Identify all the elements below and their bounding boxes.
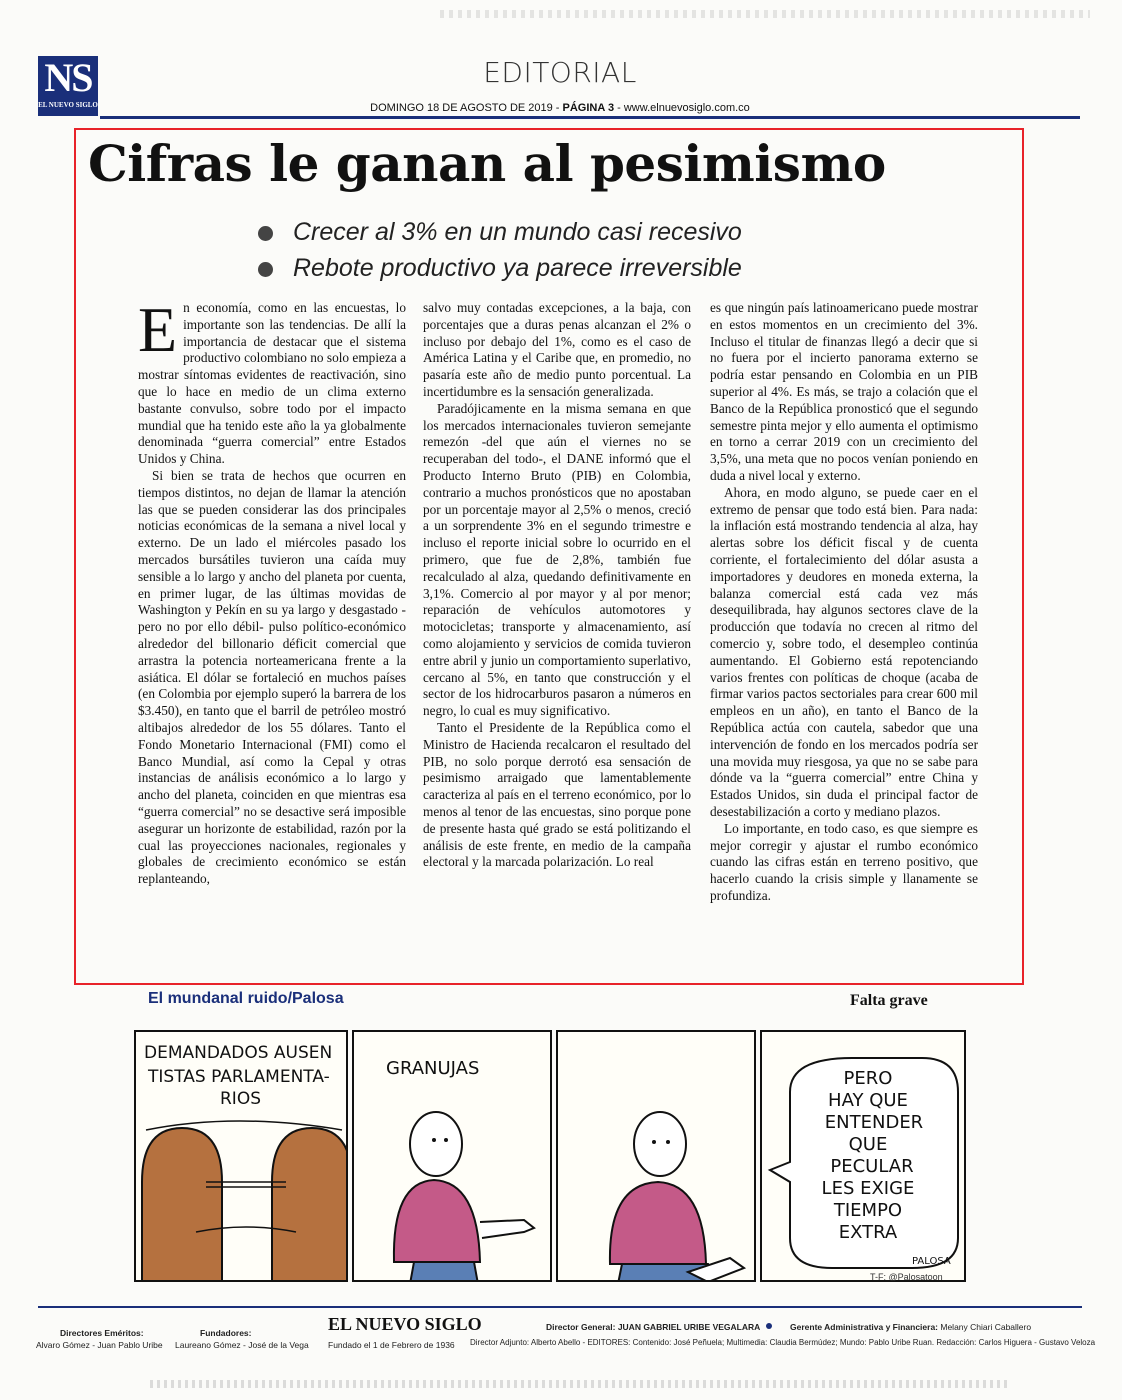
staff-line: Director Adjunto: Alberto Abello - EDITORES: Contenido: José Peñuela; Multimedia: Claudia Bermúdez; Mundo: Pablo Uribe Ruan. Redacción: Carlos Higuera - Gustavo Veloza (470, 1338, 1096, 1347)
article-column-1 (138, 294, 406, 888)
comic-panel-4 (760, 1030, 966, 1282)
character-jacket (610, 1182, 706, 1264)
separator-dot (766, 1323, 772, 1329)
panel-2-drawing (354, 1032, 552, 1282)
editorial-headline: Cifras le ganan al pesimismo (88, 134, 886, 193)
bubble-line: PECULAR (830, 1156, 914, 1177)
cartoon-caption-title: Falta grave (850, 992, 928, 1009)
drop-cap: E (138, 294, 178, 365)
scan-artifact-bottom (150, 1380, 1010, 1388)
bullet-icon (258, 226, 273, 241)
emeritos-label: Directores Eméritos: (60, 1328, 144, 1338)
paragraph: Si bien se trata de hechos que ocurren en tiempos distintos, no dejan de llamar la atención las que se pueden considerar las dos principales noticias económicas de la semana a nivel local y externo. De un lado el miércoles pasado los mercados bursátiles tuvieron una caída muy sensible a lo largo y ancho del planeta por cuenta, en primer lugar, de las últimas movidas de Washington y Pekín en su ya largo y desgastado -pero no por ello débil- pulso político-económico alrededor del billonario déficit comercial que arrastra la potencia norteamericana frente a la asiática. El dólar se fortaleció en muchos países (en Colombia por ejemplo superó la barrera de los $3.450), en tanto que el barril de petróleo mostró altibajos alrededor de los 55 dólares. Tanto el Fondo Monetario Internacional (FMI) como el Banco Mundial, así como la Cepal y otras instancias de análisis económico a lo largo y ancho del planeta, coinciden en que mientras esa “guerra comercial” no se desactive será imposible asegurar un horizonte de estabilidad, razón por la cual las proyecciones nacionales, regionales y globales de crecimiento económico se están replanteando, (138, 467, 406, 887)
subhead-2-text: Rebote productivo ya parece irreversible (293, 254, 742, 282)
bubble-line: HAY QUE (828, 1090, 908, 1111)
logo-letters: NS (44, 55, 92, 100)
subhead-2 (258, 254, 742, 283)
paragraph (138, 294, 406, 468)
panel-4-drawing (762, 1032, 966, 1282)
article-column-3 (710, 300, 978, 905)
dateline-url: - www.elnuevosiglo.com.co (614, 102, 750, 114)
bubble-line: TIEMPO (833, 1200, 903, 1221)
panel-1-line-3: RIOS (220, 1089, 261, 1109)
panel-1-drawing (136, 1032, 348, 1282)
emeritos-names: Alvaro Gómez - Juan Pablo Uribe (36, 1340, 163, 1350)
paragraph: Paradójicamente en la misma semana en que los mercados internacionales tuvieron semejante remezón -del que aún el viernes no se recuperaban del todo-, el DANE informó que el Producto Interno Bruto (PIB) en Colombia, contrario a muchos pronósticos que no apostaban por un porcentaje mayor al 2,5% o menos, creció a un sorprendente 3% en el segundo trimestre e incluso el reporte inicial sobre lo ocurrido en el primero, que fue de 2,8%, también fue recalculado al alza, quedando definitivamente en 3,1%. Comercio al por mayor y al por menor; reparación de vehículos automotores y motocicletas; transporte y almacenamiento, así como alojamiento y servicios de comida tuvieron entre abril y junio un comportamiento superlativo, cercano al 5%, en tanto que construcción y el sector de los hidrocarburos pasaron a números en negro, lo cual es muy significativo. (423, 400, 691, 719)
paragraph: es que ningún país latinoamericano puede mostrar en estos momentos en un crecimiento del 3%. Incluso el titular de finanzas llegó a decir que si no fuera por el incierto panorama externo se podría estar pensando en Colombia en un PIB superior al 4%. Es más, se trajo a colación que el Banco de la República pronosticó que el segundo semestre pinta mejor y ello aumenta el optimismo en torno a cerrar 2019 con un crecimiento del 3,5%, una meta que no pocos venían poniendo en duda a nivel local y externo. (710, 300, 978, 483)
dateline (300, 102, 820, 114)
bubble-line: PERO (843, 1068, 893, 1089)
gerente: Gerente Administrativa y Financiera: Melany Chiari Caballero (790, 1322, 1032, 1332)
masthead: EL NUEVO SIGLO (328, 1314, 482, 1334)
character-head (410, 1112, 462, 1176)
panel-3-drawing (558, 1032, 756, 1282)
bubble-line: ENTENDER (824, 1112, 924, 1133)
article-column-2 (423, 300, 691, 871)
artist-signature: PALOSA (912, 1256, 951, 1267)
character-head (634, 1112, 686, 1176)
cartoon-credit: T-F: @Palosatoon (870, 1272, 943, 1282)
newspaper-logo (38, 56, 98, 116)
cartoon-title: El mundanal ruido/Palosa (148, 990, 344, 1007)
bubble-line: LES EXIGE (821, 1178, 915, 1199)
paragraph: Tanto el Presidente de la República como el Ministro de Hacienda recalcaron el resultado del PIB, no solo porque derrotó esa sensación de pesimismo arraigado que lamentablemente caracteriza al país en el terreno económico, por lo menos al tenor de las encuestas, sino porque pone de presente hasta qué grado se está politizando el análisis de este frente, en medio de la campaña electoral y la marcada polarización. Lo real (423, 719, 691, 870)
subhead-1-text: Crecer al 3% en un mundo casi recesivo (293, 218, 742, 246)
paragraph: salvo muy contadas excepciones, a la baja, con porcentajes que a duras penas alcanzan el 2% o incluso por debajo del 1%, como es el caso de América Latina y el Caribe que, en promedio, no pasaría este año de medio punto porcentual. La incertidumbre es la sensación generalizada. (423, 300, 691, 399)
fundadores-label: Fundadores: (200, 1328, 252, 1338)
character-jacket (394, 1180, 480, 1262)
dateline-page: PÁGINA 3 (562, 102, 615, 114)
seat-back-left (142, 1128, 222, 1282)
panel-1-line-2: TISTAS PARLAMENTA- (148, 1067, 330, 1087)
logo-subtitle: EL NUEVO SIGLO (38, 101, 98, 109)
paragraph-text: n economía, como en las encuestas, lo importante son las tendencias. De allí la importancia de destacar que el sistema productivo colombiano no solo empieza a mostrar síntomas evidentes de reactivación, sino que lo hace en medio de un clima externo bastante convulso, sobre todo por el impacto mundial que ha tenido este año la ya globalmente denominada “guerra comercial” entre Estados Unidos y China. (138, 300, 406, 467)
comic-panel-2 (352, 1030, 552, 1282)
fundadores-names: Laureano Gómez - José de la Vega (175, 1340, 309, 1350)
footer-rule (38, 1306, 1082, 1308)
bullet-icon (258, 262, 273, 277)
section-title: EDITORIAL (483, 56, 637, 89)
header-rule (100, 116, 1080, 119)
comic-panel-1 (134, 1030, 348, 1282)
panel-2-word: GRANUJAS (386, 1058, 480, 1079)
dateline-date: DOMINGO 18 DE AGOSTO DE 2019 - (370, 102, 563, 114)
bubble-line: EXTRA (838, 1222, 898, 1243)
scan-artifact-top (440, 10, 1090, 18)
director-general: Director General: JUAN GABRIEL URIBE VEGALARA (546, 1322, 761, 1332)
paragraph: Lo importante, en todo caso, es que siempre es mejor corregir y ajustar el rumbo económico cuando las cifras están en terreno positivo, que hacerlo cuando la crisis simple y llanamente se profundiza. (710, 820, 978, 903)
comic-panel-3 (556, 1030, 756, 1282)
seat-back-right (272, 1128, 348, 1282)
paragraph: Ahora, en modo alguno, se puede caer en el extremo de pensar que todo está bien. Para nada: la inflación está mostrando tendencia al alza, hay alertas sobre los déficit fiscal y de cuenta corriente, el fortalecimiento del dólar asusta a importadores y deudores en moneda externa, la balanza comercial está cada vez más desequilibrada, hay algunos sectores clave de la producción que todavía no crecen al ritmo del comercio y, sobre todo, el desempleo continúa aumentando. El Gobierno está repotenciando varios frentes con políticas de choque (acaba de firmar varios pactos sectoriales para crear 600 mil empleos en un año), en tanto el Banco de la República actúa con cautela, sabedor que una intervención de fondo en los mercados podría ser una movida muy riesgosa, ya que no se sabe para dónde va la “guerra comercial” entre China y Estados Unidos, sin duda el principal factor de desestabilización a corto y mediano plazos. (710, 484, 978, 819)
character-hand (480, 1220, 534, 1238)
panel-1-line-1: DEMANDADOS AUSEN (144, 1043, 333, 1063)
bubble-line: QUE (848, 1134, 888, 1155)
subhead-1 (258, 218, 742, 247)
founded-date: Fundado el 1 de Febrero de 1936 (328, 1340, 455, 1350)
